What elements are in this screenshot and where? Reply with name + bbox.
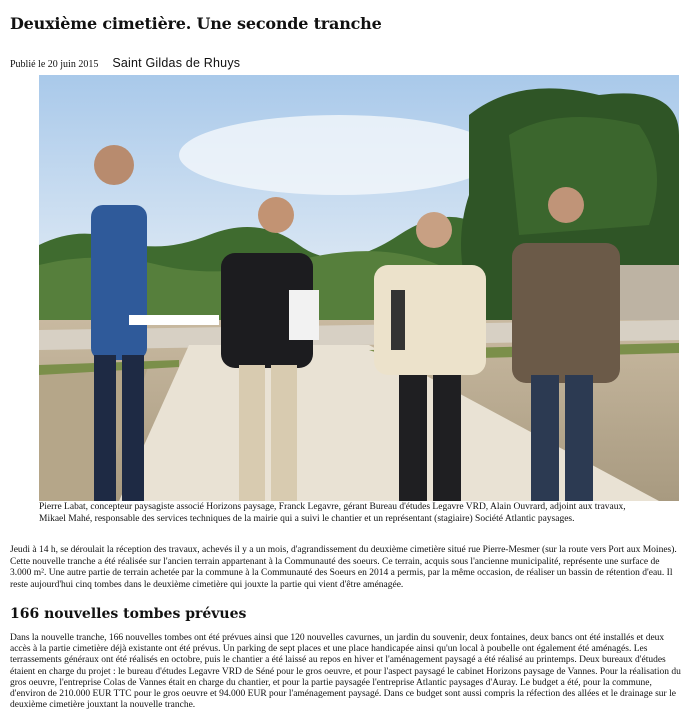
- intro-paragraph: Jeudi à 14 h, se déroulait la réception des travaux, achevés il y a un mois, d'agrandissement du deuxième cimetière situé rue Pierre-Mesmer (sur la route vers Port aux Moines). Cette nouvelle tranche a été réalisée sur l'ancien terrain appartenant à la Communauté des soeurs. Ce terrain, acquis sous l'ancienne municipalité, représente une surface de 3.000 m². Une autre partie de terrain achetée par la commune à la Communauté des Soeurs en 2014 a permis, par la même occasion, de réaliser un bassin de rétention d'eau. Il reste aujourd'hui cinq tombes dans le deuxième cimetière qui jouxte la partie qui vient d'être aménagée.: [10, 545, 677, 590]
- publish-date: Publié le 20 juin 2015: [10, 59, 99, 70]
- body-paragraph: Dans la nouvelle tranche, 166 nouvelles tombes ont été prévues ainsi que 120 nouvelles cavurnes, un jardin du souvenir, deux fontaines, deux bancs ont été installés et deux accès à la partie cimetière déjà existante ont été prévus. Un parking de sept places et une place handicapée ainsi qu'un local à poubelle ont également été aménagés. Les terrassements généraux ont été réalisés en octobre, puis le chantier a été laissé au repos en hiver et l'aménagement paysagé a été réalisé au printemps. Deux bureaux d'études étaient en charge du projet : le bureau d'études Legavre VRD de Séné pour le gros oeuvre, et pour l'aspect paysagé le cabinet Horizons paysage de Vannes. Pour la réalisation du gros oeuvre, l'entreprise Colas de Vannes était en charge du chantier, et pour la partie paysagée l'entreprise Atlantic paysages d'Auray. Le budget a été, pour la commune, d'environ de 210.000 EUR TTC pour le gros oeuvre et 94.000 EUR pour l'aménagement paysagé. Dans ce budget sont aussi compris la réfection des allées et le drainage sur le deuxième cimetière jouxtant la nouvelle tranche.: [10, 633, 681, 711]
- article-title: Deuxième cimetière. Une seconde tranche: [10, 14, 382, 33]
- article-meta: [10, 54, 240, 72]
- section-heading: 166 nouvelles tombes prévues: [10, 606, 247, 622]
- photo-caption: Pierre Labat, concepteur paysagiste associé Horizons paysage, Franck Legavre, gérant Bureau d'études Legavre VRD, Alain Ouvrard, adjoint aux travaux, Mikael Mahé, responsable des services techniques de la mairie qui a suivi le chantier et un représentant (stagiaire) Société Atlantic paysages.: [39, 502, 626, 524]
- article-photo: [39, 75, 679, 501]
- location-name: Saint Gildas de Rhuys: [112, 56, 241, 70]
